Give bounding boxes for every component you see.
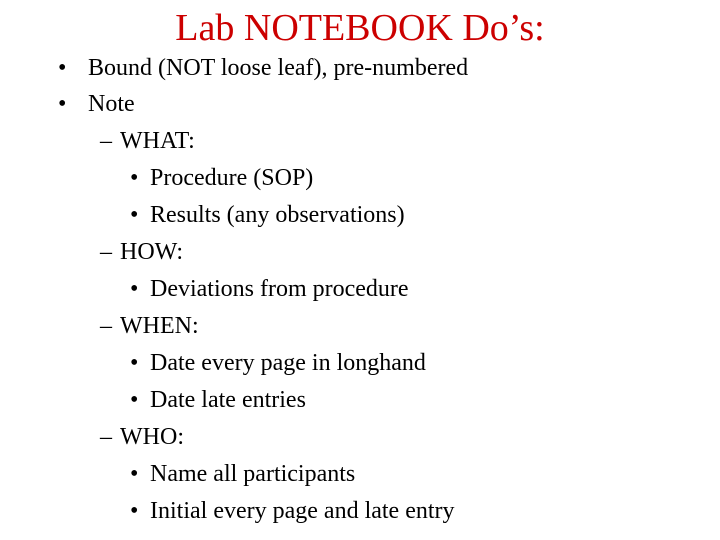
item-text: Initial every page and late entry xyxy=(150,498,455,524)
dash-marker: – xyxy=(100,128,112,154)
bullet-text-bound: Bound (NOT loose leaf), pre-numbered xyxy=(88,55,469,81)
sub-bullet-label-when: WHEN: xyxy=(120,313,199,339)
item-date-every-page xyxy=(130,348,426,378)
bullet-marker: • xyxy=(130,350,139,376)
bullet-marker: • xyxy=(130,461,139,487)
bullet-marker: • xyxy=(58,55,67,81)
item-text: Name all participants xyxy=(150,461,356,487)
dash-marker: – xyxy=(100,424,112,450)
sub-bullet-who xyxy=(100,422,184,452)
sub-bullet-label-who: WHO: xyxy=(120,424,184,450)
item-results xyxy=(130,200,405,230)
slide-title: Lab NOTEBOOK Do’s: xyxy=(175,7,545,49)
item-deviations xyxy=(130,274,409,304)
bullet-marker: • xyxy=(130,498,139,524)
item-text: Date late entries xyxy=(150,387,306,413)
sub-bullet-what xyxy=(100,126,195,156)
bullet-marker: • xyxy=(58,91,67,117)
dash-marker: – xyxy=(100,313,112,339)
item-procedure xyxy=(130,163,313,193)
bullet-marker: • xyxy=(130,165,139,191)
bullet-marker: • xyxy=(130,276,139,302)
item-text: Results (any observations) xyxy=(150,202,405,228)
item-date-late-entries xyxy=(130,385,306,415)
item-name-participants xyxy=(130,459,355,489)
sub-bullet-when xyxy=(100,311,199,341)
bullet-marker: • xyxy=(130,202,139,228)
bullet-note xyxy=(58,89,135,119)
dash-marker: – xyxy=(100,239,112,265)
item-text: Procedure (SOP) xyxy=(150,165,314,191)
item-text: Deviations from procedure xyxy=(150,276,409,302)
bullet-marker: • xyxy=(130,387,139,413)
bullet-bound xyxy=(58,53,468,83)
sub-bullet-how xyxy=(100,237,183,267)
item-text: Date every page in longhand xyxy=(150,350,426,376)
item-initial-every-page xyxy=(130,496,455,526)
bullet-text-note: Note xyxy=(88,91,135,117)
sub-bullet-label-what: WHAT: xyxy=(120,128,195,154)
sub-bullet-label-how: HOW: xyxy=(120,239,184,265)
